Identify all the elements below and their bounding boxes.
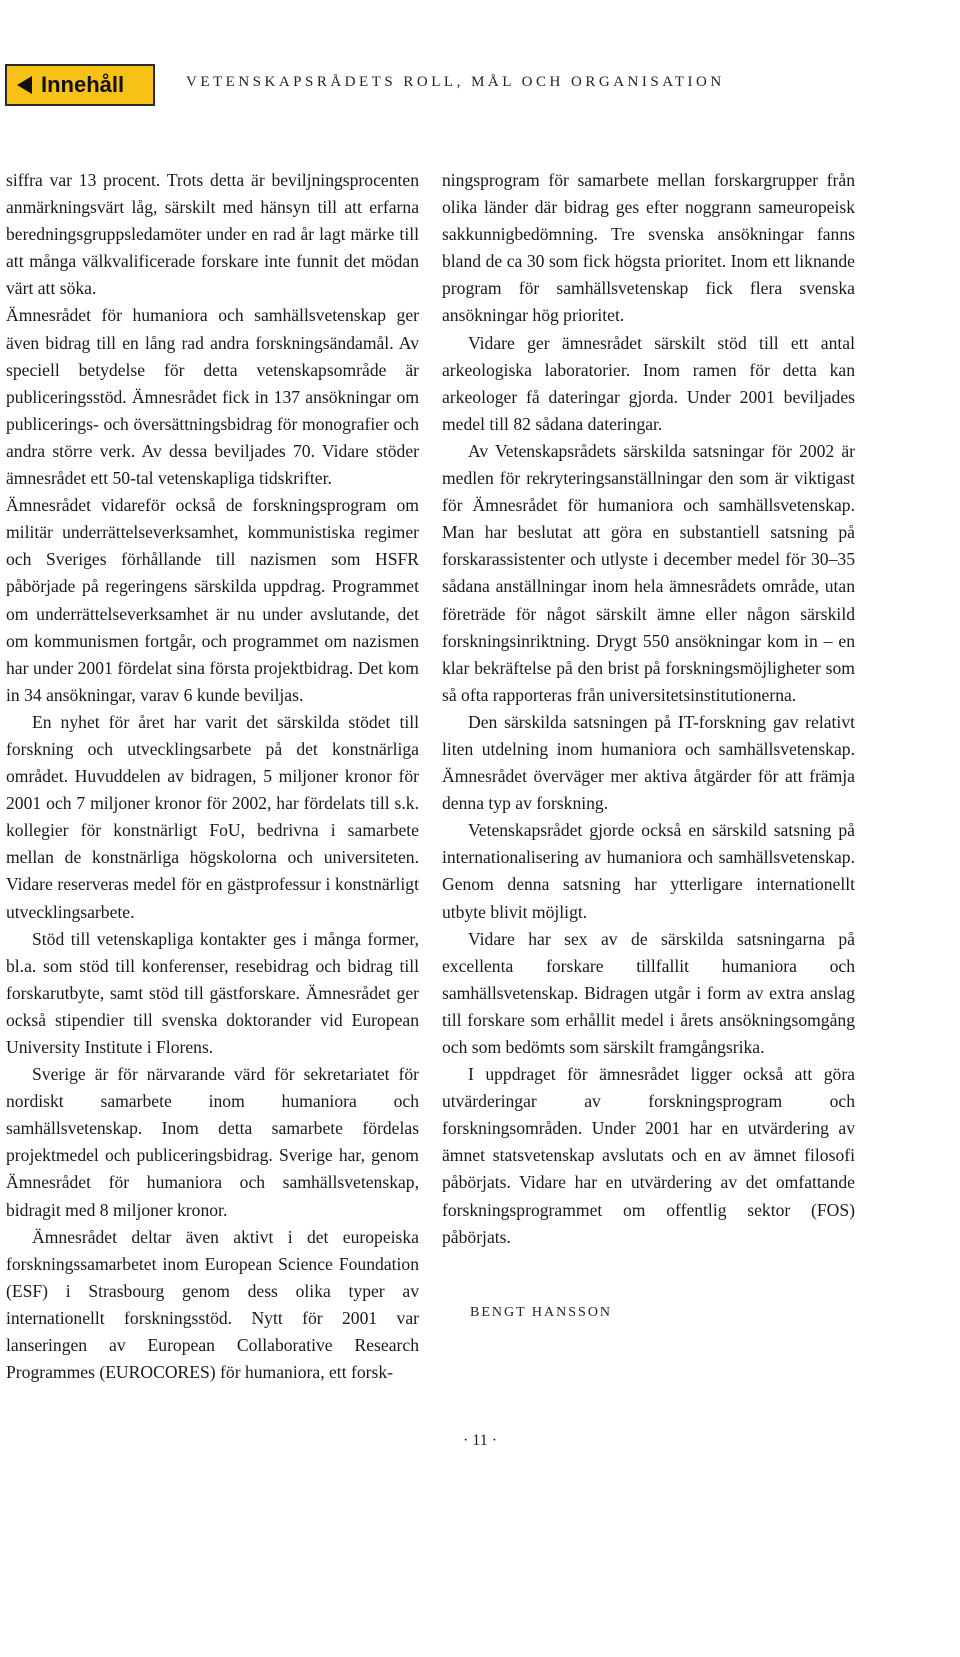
paragraph: I uppdraget för ämnesrådet ligger också att göra utvärderingar av forskningsprogram och forskningsområden. Under 2001 har en utvärdering av ämnet statsvetenskap avslutats och en av ämnet filosofi påbörjats. Vidare har en utvärdering av det omfattande forskningsprogrammet om offentlig sektor (FOS) påbörjats. xyxy=(442,1064,855,1247)
paragraph: siffra var 13 procent. Trots detta är beviljningsprocenten anmärkningsvärt låg, särskilt med hänsyn till att erfarna beredningsgruppsledamöter under en rad år lagt märke till att många välkvalificerade forskare inte funnit det mödan värt att söka. xyxy=(6,170,419,299)
right-column xyxy=(442,167,855,1251)
paragraph: Ämnesrådet vidareför också de forskningsprogram om militär underrättelseverksamhet, kommunistiska regimer och Sveriges förhållande till nazismen som HSFR påbörjade på regeringens särskilda uppdrag. Programmet om underrättelseverksamhet är nu under avslutande, det om kommunismen fortgår, och programmet om nazismen har under 2001 fördelat sina första projektbidrag. Det kom in 34 ansökningar, varav 6 kunde beviljas. xyxy=(6,495,419,705)
paragraph: Ämnesrådet deltar även aktivt i det europeiska forskningssamarbetet inom European Science Foundation (ESF) i Strasbourg genom dess olika typer av internationellt forskningsstöd. Nytt för 2001 var lanseringen av European Collaborative Research Programmes (EUROCORES) för humaniora, ett forsk- xyxy=(6,1226,419,1383)
running-header: VETENSKAPSRÅDETS ROLL, MÅL OCH ORGANISATION xyxy=(186,74,725,90)
paragraph: Den särskilda satsningen på IT-forskning gav relativt liten utdelning inom humaniora och samhällsvetenskap. Ämnesrådet överväger mer aktiva åtgärder för att främja denna typ av forskning. xyxy=(442,711,855,814)
paragraph: En nyhet för året har varit det särskilda stödet till forskning och utvecklingsarbete på det konstnärliga området. Huvuddelen av bidragen, 5 miljoner kronor för 2001 och 7 miljoner kronor för 2002, har fördelats till s.k. kollegier för konstnärligt FoU, bedrivna i samarbete mellan de konstnärliga högskolorna och universiteten. Vidare reserveras medel för en gästprofessur i konstnärligt utvecklingsarbete. xyxy=(6,711,419,922)
paragraph: Vidare har sex av de särskilda satsningarna på excellenta forskare tillfallit humaniora och samhällsvetenskap. Bidragen utgår i form av extra anslag till forskare som erhållit medel i årets ansökningsomgång och som bedömts som särskilt framgångsrika. xyxy=(442,928,855,1057)
triangle-left-icon xyxy=(17,76,32,94)
paragraph: Ämnesrådet för humaniora och samhällsvetenskap ger även bidrag till en lång rad andra forskningsändamål. Av speciell betydelse för detta vetenskapsområde är publiceringsstöd. Ämnesrådet fick in 137 ansökningar om publicerings- och översättningsbidrag för monografier och andra större verk. Av dessa beviljades 70. Vidare stöder ämnesrådet ett 50-tal vetenskapliga tidskrifter. xyxy=(6,305,419,489)
paragraph: Stöd till vetenskapliga kontakter ges i många former, bl.a. som stöd till konferenser, resebidrag och bidrag till forskarutbyte, samt stöd till gästforskare. Ämnesrådet ger också stipendier till svenska doktorander vid European University Institute i Florens. xyxy=(6,928,419,1057)
paragraph: Sverige är för närvarande värd för sekretariatet för nordiskt samarbete inom humaniora och samhällsvetenskap. Inom detta samarbete fördelas projektmedel och publiceringsbidrag. Sverige har, genom Ämnesrådet för humaniora och samhällsvetenskap, bidragit med 8 miljoner kronor. xyxy=(6,1064,419,1220)
paragraph: Av Vetenskapsrådets särskilda satsningar för 2002 är medlen för rekryteringsanställningar den som är viktigast för Ämnesrådet för humaniora och samhällsvetenskap. Man har beslutat att göra en substantiell satsning på forskarassistenter och utlyste i december medel för 30–35 sådana anställningar inom hela ämnesrådets område, utan företräde för något särskilt ämne eller någon särskild forskningsinriktning. Drygt 550 ansökningar kom in – en klar bekräftelse på den brist på forskningsmöjligheter som så ofta rapporteras från universitetsinstitutionerna. xyxy=(442,440,855,705)
author-signature: BENGT HANSSON xyxy=(470,1305,613,1320)
paragraph: Vidare ger ämnesrådet särskilt stöd till ett antal arkeologiska laboratorier. Inom ramen för detta kan arkeologer få dateringar gjorda. Under 2001 beviljades medel till 82 sådana dateringar. xyxy=(442,332,855,434)
paragraph: ningsprogram för samarbete mellan forskargrupper från olika länder där bidrag ges efter noggrann sameuropeisk sakkunnigbedömning. Tre svenska ansökningar fanns bland de ca 30 som fick högsta prioritet. Inom ett liknande program för samhällsvetenskap fick flera svenska ansökningar hög prioritet. xyxy=(442,170,855,326)
left-column xyxy=(6,167,419,1386)
toc-button[interactable] xyxy=(5,64,155,106)
toc-button-label: Innehåll xyxy=(41,72,125,97)
paragraph: Vetenskapsrådet gjorde också en särskild satsning på internationalisering av humaniora och samhällsvetenskap. Genom denna satsning har ytterligare internationellt utbyte blivit möjligt. xyxy=(442,820,855,922)
page-number: · 11 · xyxy=(462,1432,498,1449)
